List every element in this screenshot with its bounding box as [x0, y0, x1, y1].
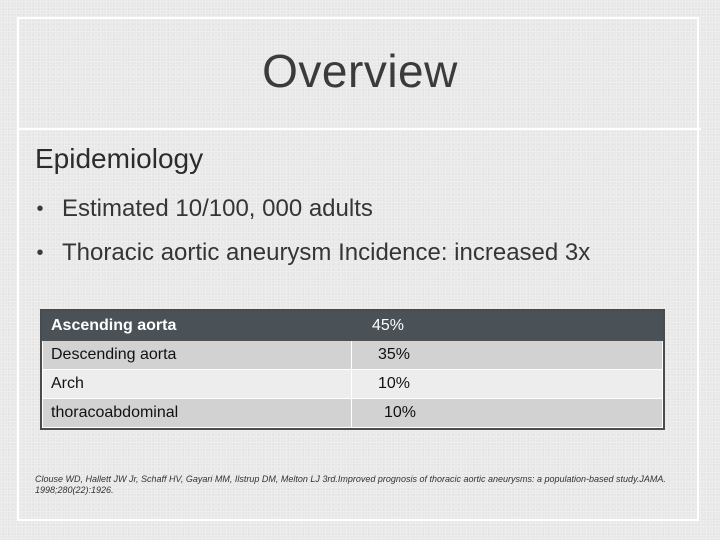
table-header-value: 45%: [352, 312, 663, 341]
bullet-text: Estimated 10/100, 000 adults: [62, 195, 373, 222]
table-row: [43, 399, 663, 428]
citation: Clouse WD, Hallett JW Jr, Schaff HV, Gayari MM, Ilstrup DM, Melton LJ 3rd.Improved prognosis of thoracic aortic aneurysms: a population-based study.JAMA. 1998;280(22):1926.: [35, 474, 666, 495]
bullet-item: [30, 238, 590, 282]
aneurysm-location-table: [42, 311, 663, 428]
table-cell-label: Arch: [43, 370, 352, 399]
table-header-row: [43, 312, 663, 341]
bullet-dot-icon: •: [36, 242, 44, 264]
table-cell-value: 10%: [352, 399, 663, 428]
table-cell-label: Descending aorta: [43, 341, 352, 370]
table-row: [43, 341, 663, 370]
table-cell-value: 10%: [352, 370, 663, 399]
table-cell-label: thoracoabdominal: [43, 399, 352, 428]
title-divider: [17, 128, 701, 130]
table-row: [43, 370, 663, 399]
bullet-dot-icon: •: [36, 198, 44, 220]
slide-title: Overview: [262, 45, 458, 97]
table-header-label: Ascending aorta: [43, 312, 352, 341]
bullet-text: Thoracic aortic aneurysm Incidence: increased 3x: [62, 239, 591, 266]
bullet-item: [30, 194, 590, 238]
section-heading: Epidemiology: [35, 143, 204, 174]
bullet-list: [30, 194, 590, 282]
table-cell-value: 35%: [352, 341, 663, 370]
